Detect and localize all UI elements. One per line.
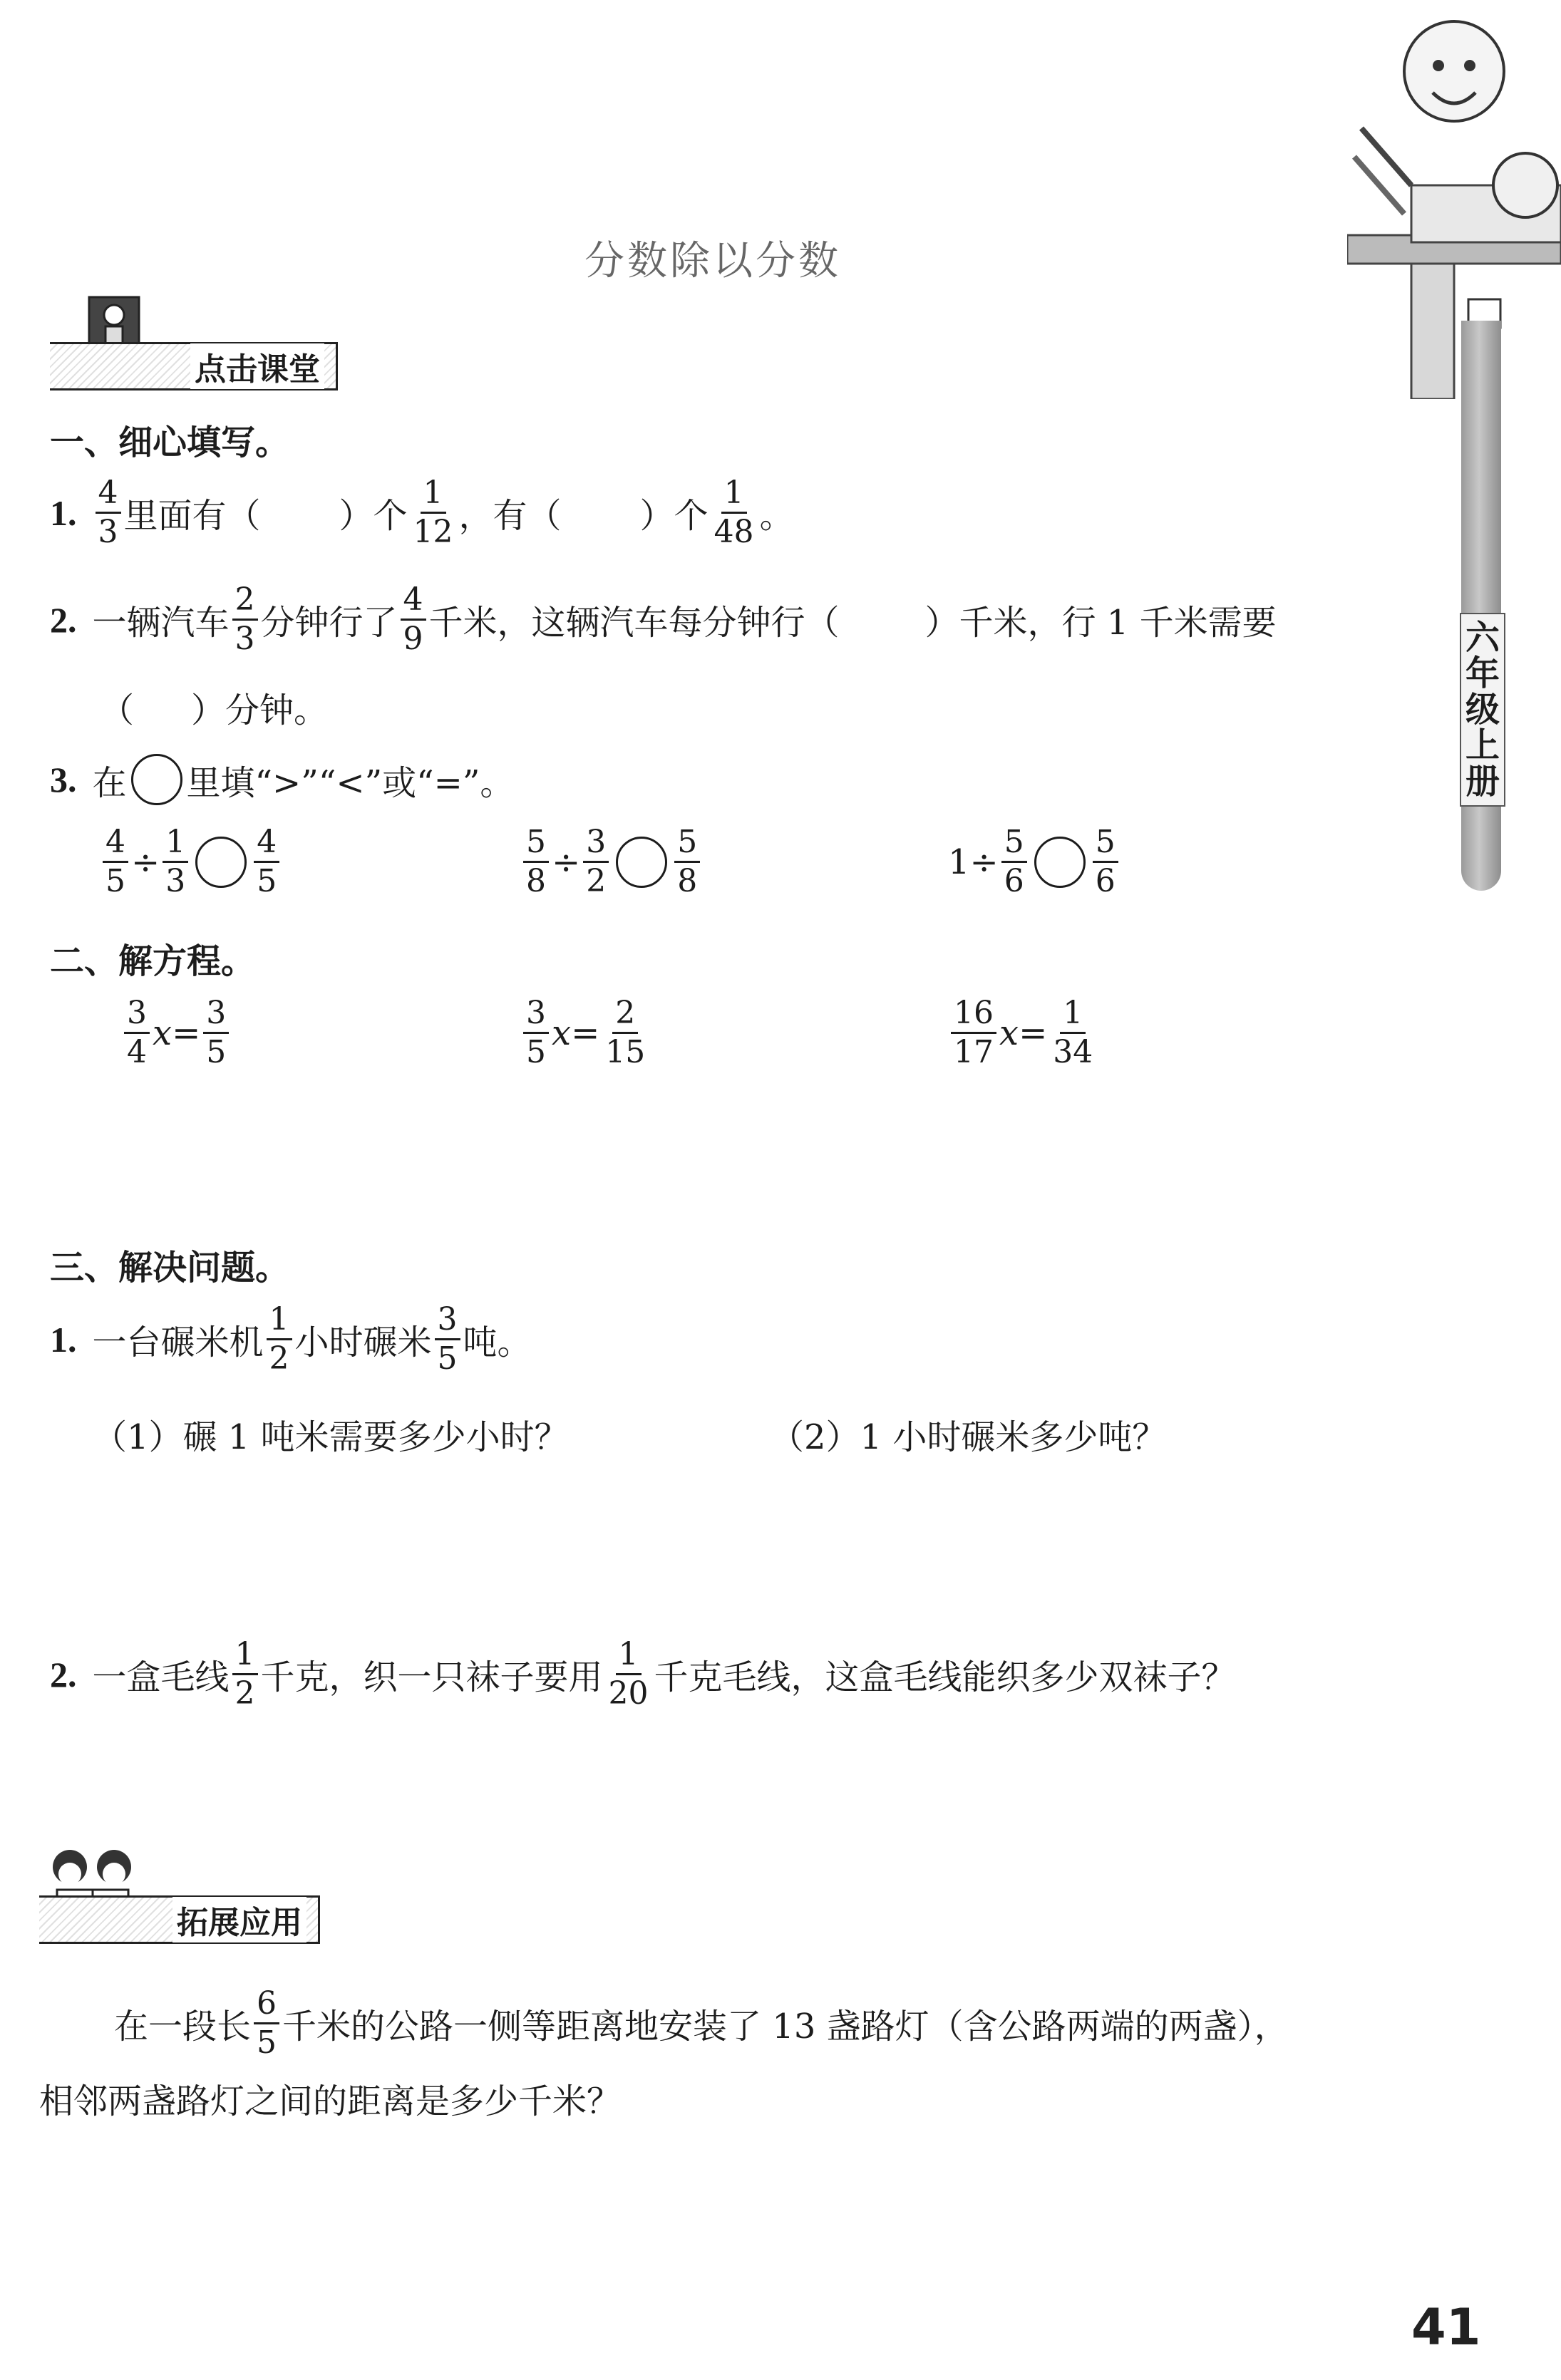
compare-expr-1: $\frac{4}{5}$ ÷ $\frac{1}{3}$ $\frac{4}{5}$ [100,827,282,897]
page-number: 41 [1411,2298,1481,2356]
page-title: 分数除以分数 [584,238,841,284]
compare-circle [131,754,182,805]
question-1-2: 2. 一辆汽车 $\frac{2}{3}$ 分钟行了 $\frac{4}{9}$ 千米，这辆汽车每分钟行（ ）千米，行 1 千米需要 [50,581,1277,657]
section-banner-classroom: 点击课堂 [50,342,338,390]
problem-3-1-sub2: （2）1 小时碾米多少吨？ [770,1417,1167,1457]
extend-problem-line2: 相邻两盏路灯之间的距离是多少千米？ [39,2081,622,2121]
question-1-1: 1. $\frac{4}{3}$ 里面有（ ）个 $\frac{1}{12}$ ，有（ ）个 $\frac{1}{48}$ 。 [50,475,794,550]
problem-3-1: 1. 一台碾米机 $\frac{1}{2}$ 小时碾米 $\frac{3}{5}$ 吨。 [50,1301,532,1377]
equation-2: $\frac{3}{5}$ x = $\frac{2}{15}$ [520,998,651,1068]
compare-circle[interactable] [1034,837,1086,888]
equation-3: $\frac{16}{17}$ x = $\frac{1}{34}$ [948,998,1098,1068]
fraction: $\frac{4}{9}$ [401,584,426,655]
compare-circle[interactable] [195,837,247,888]
cartoon-illustration [1347,0,1561,399]
equation-1: $\frac{3}{4}$ x = $\frac{3}{5}$ [121,998,232,1068]
question-1-2-cont: （ ）分钟。 [100,690,329,730]
compare-expr-2: $\frac{5}{8}$ ÷ $\frac{3}{2}$ $\frac{5}{8}$ [520,827,703,897]
compare-circle[interactable] [616,837,667,888]
question-1-3: 3. 在 里填“>”“<”或“=”。 [50,754,514,805]
section-banner-extend: 拓展应用 [39,1895,320,1944]
fraction: $\frac{4}{3}$ [96,477,121,548]
fraction: $\frac{2}{3}$ [232,584,258,655]
compare-expr-3: 1 ÷ $\frac{5}{6}$ $\frac{5}{6}$ [948,827,1121,897]
part3-heading: 三、解决问题。 [50,1248,290,1288]
fraction: $\frac{1}{48}$ [713,475,754,550]
grade-label: 六年级上册 [1460,613,1505,807]
problem-3-1-sub1: （1）碾 1 吨米需要多少小时？ [93,1417,569,1457]
problem-3-2: 2. 一盒毛线 $\frac{1}{2}$ 千克，织一只袜子要用 $\frac{1}{20}$ 千克毛线，这盒毛线能织多少双袜子？ [50,1636,1236,1712]
part2-heading: 二、解方程。 [50,941,256,981]
extend-problem-line1: 在一段长 $\frac{6}{5}$ 千米的公路一侧等距离地安装了 13 盏路灯（含公路两端的两盏）， [114,1985,1289,2061]
fraction: $\frac{1}{12}$ [413,475,453,550]
part1-heading: 一、细心填写。 [50,423,290,462]
